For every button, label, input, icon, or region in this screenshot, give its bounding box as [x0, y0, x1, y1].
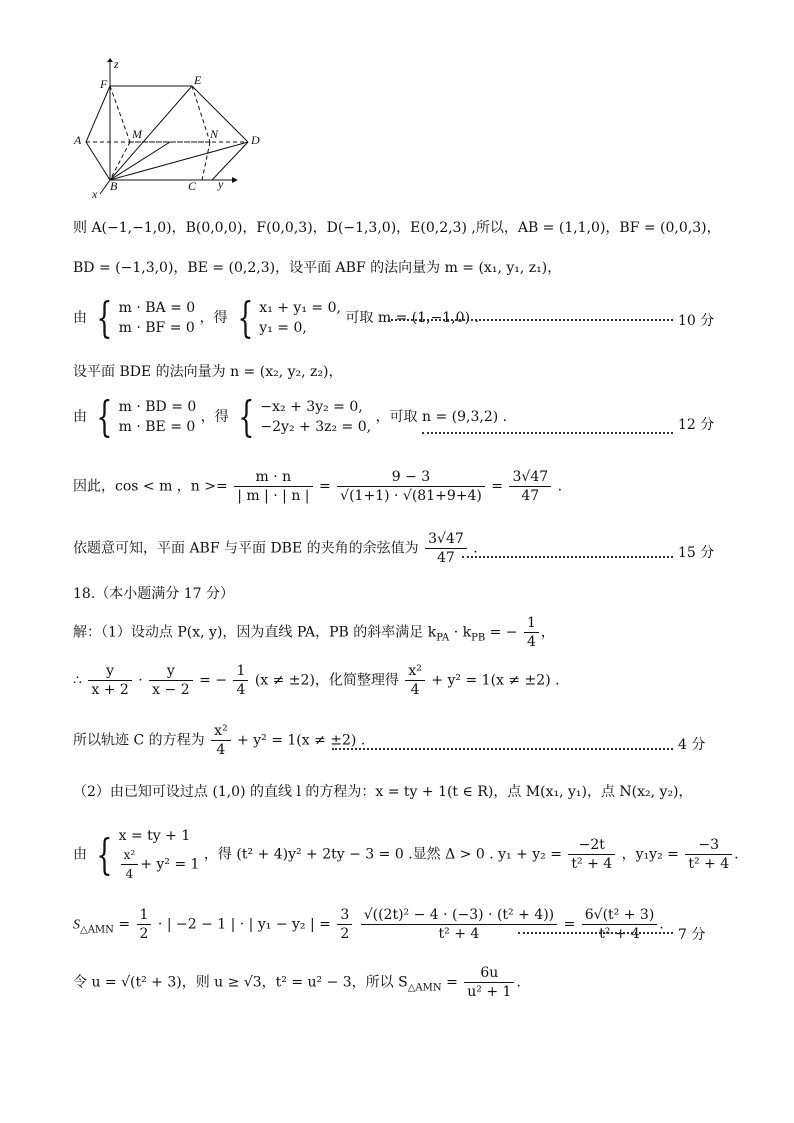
score-10: 10 分: [678, 313, 715, 329]
part2-line: （2）由已知可设过点 (1,0) 的直线 l 的方程为：x = ty + 1(t ∈ R)，点 M(x₁, y₁)，点 N(x₂, y₂)，: [73, 784, 693, 800]
leader-dots: [332, 748, 673, 750]
line-ellipse-system: 由 { x = ty + 1 $\frac{\text{x²}}{4}$ + y² = 1 ，得 (t² + 4)y² + 2ty − 3 = 0 .显然 Δ > 0 . y₁ + y₂ = $\frac{-2t}{\text{t² + 4}}$ ，y₁y₂ = $\frac{-3}{\text{t² + 4}}$ .: [73, 828, 739, 881]
label-B: B: [110, 179, 118, 193]
label-z: z: [114, 58, 119, 71]
label-D: D: [251, 133, 260, 147]
vectors-line: BD = (−1,3,0)，BE = (0,2,3)，设平面 ABF 的法向量为 m = (x₁, y₁, z₁)，: [73, 260, 562, 276]
score-4: 4 分: [678, 737, 706, 753]
label-N: N: [210, 127, 219, 141]
leader-dots: [388, 319, 673, 321]
score-7: 7 分: [678, 927, 706, 943]
normal-bde-system: 由 { m · BD = 0 m · BE = 0 ，得 { −x₂ + 3y₂ = 0, −2y₂ + 3z₂ = 0, ，可取 n = (9,3,2) .: [73, 392, 508, 441]
normal-bde-line: 设平面 BDE 的法向量为 n = (x₂, y₂, z₂)，: [73, 364, 343, 380]
label-C: C: [188, 179, 197, 193]
label-F: F: [100, 77, 108, 91]
conclusion-line: 依题意可知，平面 ABF 与平面 DBE 的夹角的余弦值为 $\frac{3√47}{47}$ .: [73, 531, 478, 566]
normal-abf-system: 由 { m · BA = 0 m · BF = 0 ，得 { x₁ + y₁ = 0, y₁ = 0, 可取 m = (1,−1,0) .: [73, 293, 479, 342]
question-18-header: 18.（本小题满分 17 分）: [73, 586, 234, 602]
area-line: $S_{\triangle AMN}$ = $\frac{1}{2}$ · | −2 − 1 | · | y₁ − y₂ | = $\frac{3}{2}$ $\frac{\text{√((2t)² − 4 · (−3) · (t² + 4))}}{\text{t² + 4}}$ = $\frac{\text{6√(t² + 3)}}{\text{t² + 4}}$ .: [73, 907, 664, 942]
label-A: A: [74, 133, 82, 147]
leader-dots: [422, 432, 673, 434]
score-12: 12 分: [678, 417, 715, 433]
cosine-line: 因此，cos < m ，n >= $\frac{m \cdot n}{| m | \cdot | n |}$ = $\frac{9 - 3}{√(1+1) \cdot √(81+9+4)}$ = $\frac{3√47}{47}$ .: [73, 469, 563, 504]
slope-product-line: ∴ $\frac{y}{x + 2}$ · $\frac{y}{x - 2}$ = − $\frac{1}{4}$ (x ≠ ±2)，化简整理得 $\frac{\text{x²}}{4}$ + y² = 1(x ≠ ±2) .: [73, 663, 560, 698]
label-E: E: [194, 73, 202, 87]
score-15: 15 分: [678, 545, 715, 561]
part1-line: 解：（1）设动点 P(x, y)，因为直线 PA，PB 的斜率满足 $k_{PA} \cdot k_{PB}$ = − $\frac{1}{4}$ ，: [73, 615, 555, 650]
leader-dots: [462, 556, 673, 558]
leader-dots: [518, 932, 673, 934]
label-y: y: [218, 177, 224, 191]
trajectory-line: 所以轨迹 C 的方程为 $\frac{\text{x²}}{4}$ + y² = 1(x ≠ ±2) .: [73, 723, 366, 758]
label-x: x: [92, 187, 98, 198]
geometry-figure: [70, 58, 270, 198]
label-M: M: [132, 127, 142, 141]
substitution-line: 令 u = √(t² + 3)，则 u ≥ √3，t² = u² − 3，所以 $S_{\triangle AMN}$ = $\frac{6u}{\text{u² + 1}}$ .: [73, 965, 521, 1000]
coords-line: 则 A(−1,−1,0)，B(0,0,0)，F(0,0,3)，D(−1,3,0)，E(0,2,3) ,所以，AB = (1,1,0)，BF = (0,0,3)，: [73, 220, 721, 236]
